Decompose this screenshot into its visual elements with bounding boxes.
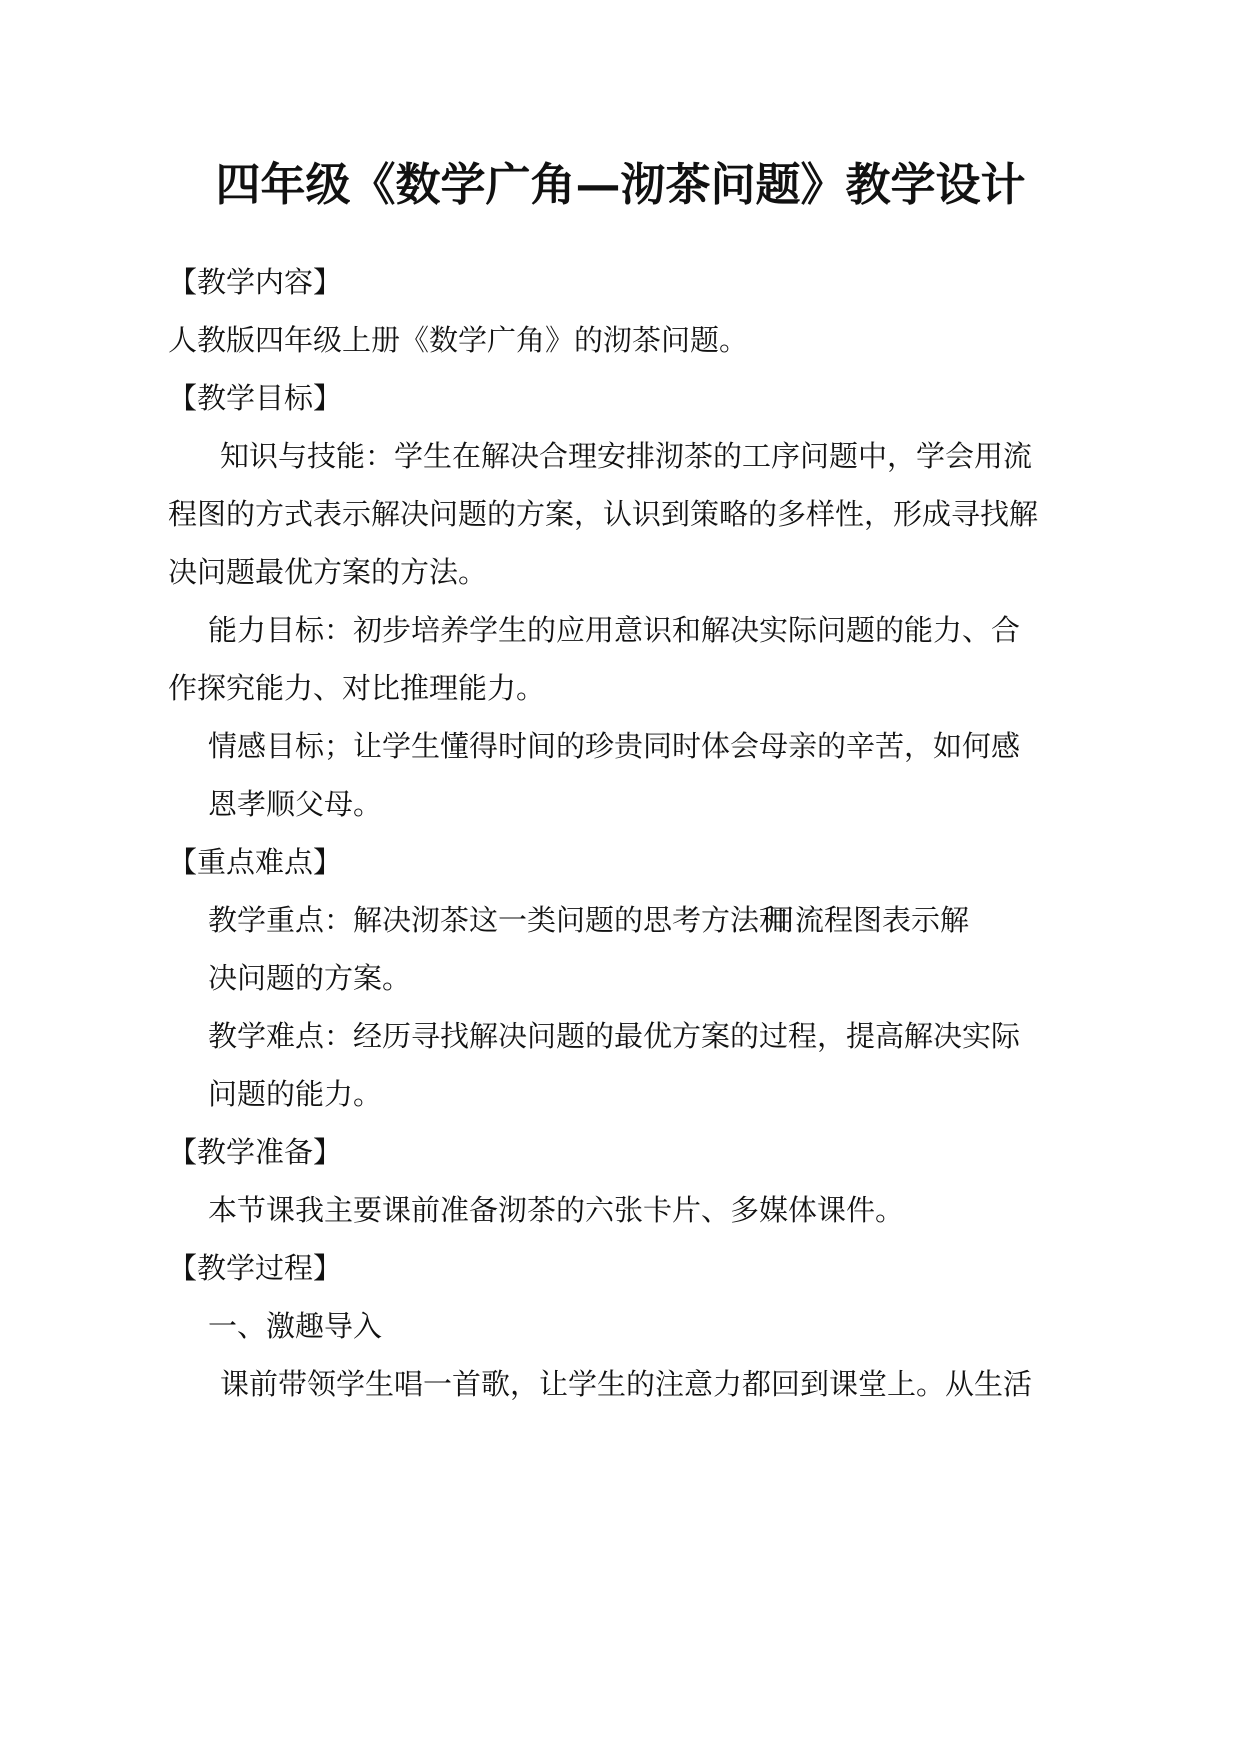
goal-ability-line-1: 能力目标：初步培养学生的应用意识和解决实际问题的能力、合 [208, 613, 1021, 647]
prep-text: 本节课我主要课前准备沏茶的六张卡片、多媒体课件。 [208, 1193, 905, 1227]
difficult-point-line-2: 问题的能力。 [208, 1077, 383, 1111]
goal-emotion-line-2: 恩孝顺父母。 [208, 787, 383, 821]
difficult-point-line-1: 教学难点：经历寻找解决问题的最优方案的过程，提高解决实际 [208, 1019, 1021, 1053]
goal-knowledge-line-3: 决问题最优方案的方法。 [168, 555, 488, 589]
document-title: 四年级《数学广角—沏茶问题》教学设计 [215, 158, 1026, 211]
goal-ability-line-2: 作探究能力、对比推理能力。 [168, 671, 546, 705]
process-step-1-heading: 一、激趣导入 [208, 1309, 383, 1343]
process-step-1-text: 课前带领学生唱一首歌，让学生的注意力都回到课堂上。从生活 [220, 1367, 1033, 1401]
goal-knowledge-line-1: 知识与技能：学生在解决合理安排沏茶的工序问题中，学会用流 [220, 439, 1033, 473]
section-heading-content: 【教学内容】 [168, 265, 343, 299]
goal-knowledge-line-2: 程图的方式表示解决问题的方案，认识到策略的多样性，形成寻找解 [168, 497, 1039, 531]
section-heading-prep: 【教学准备】 [168, 1135, 343, 1169]
goal-emotion-line-1: 情感目标；让学生懂得时间的珍贵同时体会母亲的辛苦，如何感 [208, 729, 1021, 763]
section-heading-goals: 【教学目标】 [168, 381, 343, 415]
section-heading-key: 【重点难点】 [168, 845, 343, 879]
key-point-line-2: 决问题的方案。 [208, 961, 412, 995]
key-point-line-1a: 教学重点：解决沏茶这一类问题的思考方法和 [208, 903, 789, 937]
content-text: 人教版四年级上册《数学广角》的沏茶问题。 [168, 323, 749, 357]
key-point-line-1b: 用流程图表示解 [766, 903, 970, 937]
section-heading-process: 【教学过程】 [168, 1251, 343, 1285]
